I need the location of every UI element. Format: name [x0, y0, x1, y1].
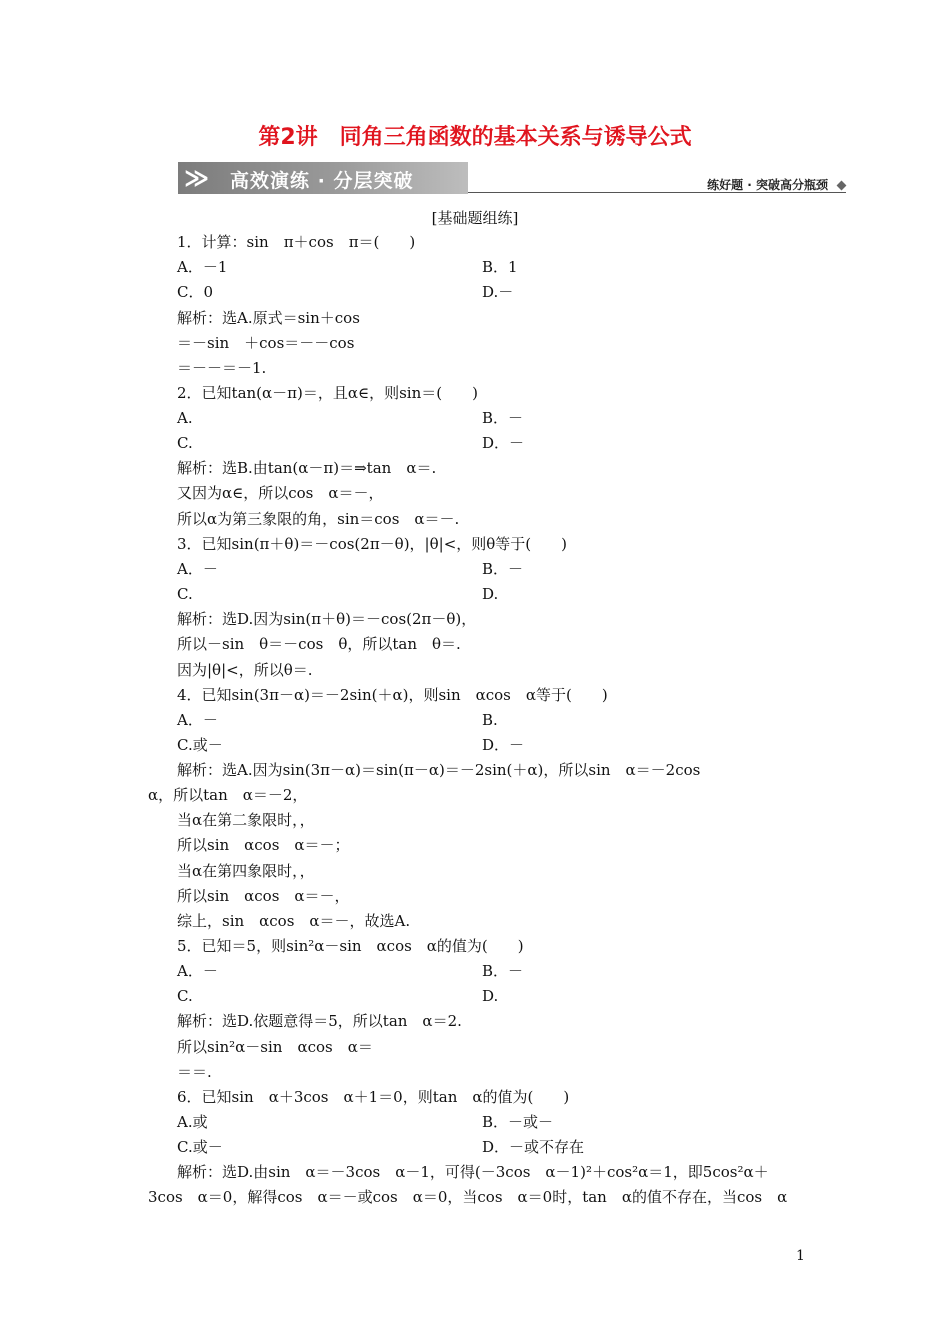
- q5-option-b: B．－: [482, 962, 524, 980]
- q2-option-c: C.: [177, 434, 193, 452]
- q2-stem: 2．已知tan(α－π)＝，且α∈，则sin＝( ): [177, 384, 478, 402]
- q2-solution: 解析：选B.由tan(α－π)＝⇒tan α＝.: [177, 459, 437, 477]
- tagline: 练好题 · 突破高分瓶颈: [707, 178, 828, 192]
- q1-option-b: B．1: [482, 258, 518, 276]
- q6-solution: 解析：选D.由sin α＝－3cos α－1，可得(－3cos α－1)²＋cos²α＝1，即5cos²α＋: [177, 1163, 769, 1181]
- q1-option-d: D.－: [482, 283, 514, 301]
- section-banner: [178, 162, 468, 194]
- q3-option-a: A．－: [177, 560, 218, 578]
- q4-option-a: A．－: [177, 711, 218, 729]
- q2-option-b: B．－: [482, 409, 524, 427]
- q5-solution: 解析：选D.依题意得＝5，所以tan α＝2.: [177, 1012, 462, 1030]
- q1-solution: ＝－－＝－1.: [177, 359, 267, 377]
- q4-solution: 当α在第二象限时，，: [177, 811, 315, 829]
- q2-option-d: D．－: [482, 434, 525, 452]
- q1-option-c: C．0: [177, 283, 214, 301]
- q2-solution: 又因为α∈，所以cos α＝－，: [177, 484, 384, 502]
- q4-solution: 综上，sin αcos α＝－，故选A.: [177, 912, 411, 930]
- q4-stem: 4．已知sin(3π－α)＝－2sin(＋α)，则sin αcos α等于( ): [177, 686, 608, 704]
- q4-option-b: B.: [482, 711, 498, 729]
- q4-option-c: C.或－: [177, 736, 223, 754]
- q3-option-c: C.: [177, 585, 193, 603]
- q6-option-c: C.或－: [177, 1138, 223, 1156]
- q5-solution: ＝＝.: [177, 1063, 212, 1081]
- q5-option-c: C.: [177, 987, 193, 1005]
- q6-option-a: A.或: [177, 1113, 208, 1131]
- q3-solution: 解析：选D.因为sin(π＋θ)＝－cos(2π－θ)，: [177, 610, 477, 628]
- page-number: 1: [796, 1248, 805, 1264]
- q3-stem: 3．已知sin(π＋θ)＝－cos(2π－θ)，|θ|<，则θ等于( ): [177, 535, 568, 553]
- q4-solution: α，所以tan α＝－2，: [148, 786, 308, 804]
- q4-solution: 所以sin αcos α＝－，: [177, 887, 350, 905]
- q3-solution: 所以－sin θ＝－cos θ，所以tan θ＝.: [177, 635, 461, 653]
- chevron-icon: ≫: [184, 164, 204, 192]
- q1-stem: 1．计算：sin π＋cos π＝( ): [177, 233, 416, 251]
- q5-option-a: A．－: [177, 962, 218, 980]
- q6-stem: 6．已知sin α＋3cos α＋1＝0，则tan α的值为( ): [177, 1088, 570, 1106]
- q5-stem: 5．已知＝5，则sin²α－sin αcos α的值为( ): [177, 937, 524, 955]
- q3-option-d: D.: [482, 585, 499, 603]
- q2-solution: 所以α为第三象限的角，sin＝cos α＝－.: [177, 510, 460, 528]
- banner-text: 高效演练 · 分层突破: [230, 170, 414, 192]
- q4-solution: 当α在第四象限时，，: [177, 862, 315, 880]
- q4-solution: 所以sin αcos α＝－；: [177, 836, 350, 854]
- section-heading: [基础题组练]: [431, 209, 519, 227]
- page-title: 第2讲 同角三角函数的基本关系与诱导公式: [258, 125, 692, 150]
- q5-solution: 所以sin²α－sin αcos α＝: [177, 1038, 373, 1056]
- q1-option-a: A．－1: [177, 258, 228, 276]
- q6-option-d: D．－或不存在: [482, 1138, 585, 1156]
- diamond-icon: [837, 181, 847, 191]
- q5-option-d: D.: [482, 987, 499, 1005]
- q3-solution: 因为|θ|<，所以θ＝.: [177, 661, 313, 679]
- q2-option-a: A.: [177, 409, 193, 427]
- q4-option-d: D．－: [482, 736, 525, 754]
- q1-solution: 解析：选A.原式＝sin＋cos: [177, 309, 360, 327]
- q6-option-b: B．－或－: [482, 1113, 554, 1131]
- q3-option-b: B．－: [482, 560, 524, 578]
- q4-solution: 解析：选A.因为sin(3π－α)＝sin(π－α)＝－2sin(＋α)，所以sin α＝－2cos: [177, 761, 701, 779]
- q6-solution: 3cos α＝0，解得cos α＝－或cos α＝0，当cos α＝0时，tan α的值不存在，当cos α: [148, 1188, 788, 1206]
- q1-solution: ＝－sin ＋cos＝－－cos: [177, 334, 355, 352]
